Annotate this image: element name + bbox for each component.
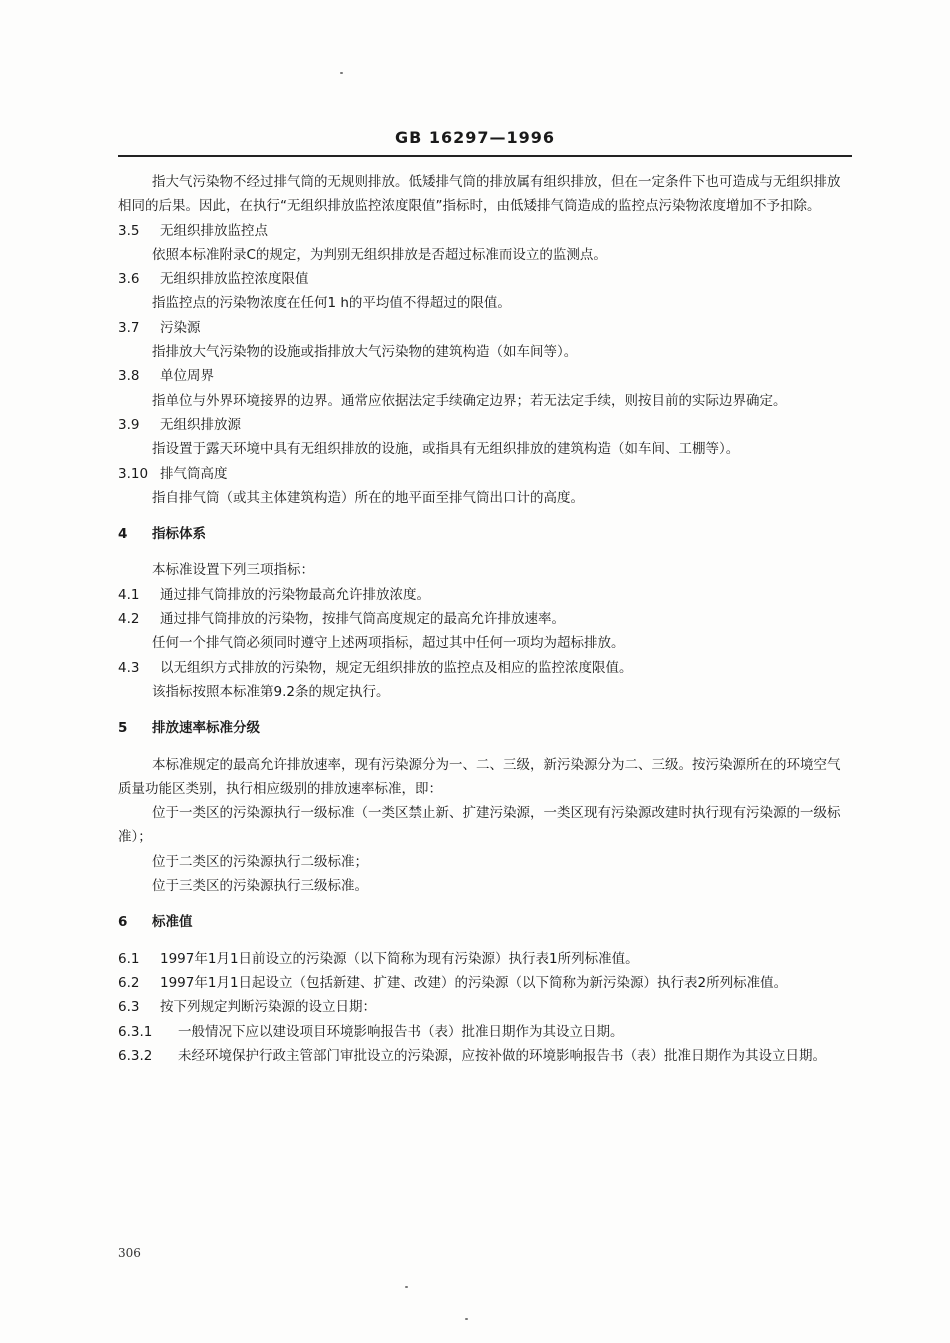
term-3-10	[118, 462, 852, 511]
document-body	[118, 170, 852, 1068]
section-title: 排放速率标准分级	[152, 720, 260, 737]
term-definition: 依照本标准附录C的规定，为判别无组织排放是否超过标准而设立的监测点。	[152, 246, 607, 263]
clause-text: 1997年1月1日前设立的污染源（以下简称为现有污染源）执行表1所列标准值。	[160, 950, 639, 967]
clause-4-1	[118, 583, 852, 607]
standard-number-header: GB 16297—1996	[394, 128, 556, 147]
term-title: 单位周界	[160, 368, 214, 385]
scan-speck	[405, 1286, 408, 1288]
clause-6-3	[118, 995, 852, 1019]
clause-number: 6.1	[118, 950, 140, 967]
section-number: 4	[118, 526, 128, 543]
clause-text: 以无组织方式排放的污染物，规定无组织排放的监控点及相应的监控浓度限值。	[160, 659, 633, 676]
term-title: 无组织排放监控点	[160, 222, 268, 239]
page-number: 306	[118, 1246, 141, 1260]
section-5-paragraph: 本标准规定的最高允许排放速率，现有污染源分为一、二、三级，新污染源分为二、三级。按污染源所在的环境空气质量功能区类别，执行相应级别的排放速率标准，即：	[118, 756, 841, 797]
term-3-7	[118, 316, 852, 365]
clause-text: 未经环境保护行政主管部门审批设立的污染源，应按补做的环境影响报告书（表）批准日期作为其设立日期。	[178, 1047, 826, 1064]
term-number: 3.5	[118, 222, 140, 239]
term-3-6	[118, 267, 852, 316]
clause-4-2	[118, 607, 852, 631]
clause-text: 通过排气筒排放的污染物，按排气筒高度规定的最高允许排放速率。	[160, 611, 565, 628]
term-number: 3.6	[118, 271, 140, 288]
section-number: 6	[118, 914, 128, 931]
clause-text: 1997年1月1日起设立（包括新建、扩建、改建）的污染源（以下简称为新污染源）执行表2所列标准值。	[160, 974, 788, 991]
section-5-paragraph: 位于一类区的污染源执行一级标准（一类区禁止新、扩建污染源，一类区现有污染源改建时执行现有污染源的一级标准）；	[118, 805, 841, 846]
clause-number: 4.3	[118, 659, 140, 676]
clause-number: 4.1	[118, 586, 140, 603]
section-number: 5	[118, 720, 128, 737]
term-definition: 指设置于露天环境中具有无组织排放的设施，或指具有无组织排放的建筑构造（如车间、工棚等）。	[152, 441, 740, 458]
clause-text: 按下列规定判断污染源的设立日期：	[160, 999, 376, 1016]
term-3-5	[118, 219, 852, 268]
term-number: 3.10	[118, 465, 149, 482]
clause-text: 一般情况下应以建设项目环境影响报告书（表）批准日期作为其设立日期。	[178, 1023, 624, 1040]
intro-paragraph: 指大气污染物不经过排气筒的无规则排放。低矮排气筒的排放属有组织排放，但在一定条件下也可造成与无组织排放相同的后果。因此，在执行“无组织排放监控浓度限值”指标时，由低矮排气筒造成的监控点污染物浓度增加不予扣除。	[118, 174, 841, 215]
term-title: 污染源	[160, 319, 201, 336]
clause-text: 通过排气筒排放的污染物最高允许排放浓度。	[160, 586, 430, 603]
clause-4-3	[118, 656, 852, 680]
header-rule	[118, 155, 852, 157]
term-definition: 指排放大气污染物的设施或指排放大气污染物的建筑构造（如车间等）。	[152, 344, 578, 361]
term-3-9	[118, 413, 852, 462]
clause-4-2-note: 任何一个排气筒必须同时遵守上述两项指标，超过其中任何一项均为超标排放。	[152, 635, 625, 652]
scan-speck	[465, 1318, 468, 1320]
term-title: 排气筒高度	[160, 465, 228, 482]
section-title: 指标体系	[152, 526, 206, 543]
section-4-intro: 本标准设置下列三项指标：	[152, 562, 314, 579]
section-5-paragraph: 位于三类区的污染源执行三级标准。	[152, 878, 368, 895]
scan-speck	[340, 72, 343, 74]
clause-number: 4.2	[118, 611, 140, 628]
term-definition: 指监控点的污染物浓度在任何1 h的平均值不得超过的限值。	[152, 295, 511, 312]
term-number: 3.7	[118, 319, 140, 336]
clause-number: 6.2	[118, 974, 140, 991]
term-number: 3.9	[118, 416, 140, 433]
section-4-heading	[118, 522, 852, 546]
clause-6-3-2	[118, 1044, 852, 1068]
term-definition: 指自排气筒（或其主体建筑构造）所在的地平面至排气筒出口计的高度。	[152, 489, 584, 506]
section-6-heading	[118, 910, 852, 934]
clause-4-3-note: 该指标按照本标准第9.2条的规定执行。	[152, 683, 390, 700]
section-5-paragraph: 位于二类区的污染源执行二级标准；	[152, 853, 368, 870]
term-title: 无组织排放源	[160, 416, 241, 433]
clause-number: 6.3.2	[118, 1047, 153, 1064]
clause-number: 6.3	[118, 999, 140, 1016]
section-5-heading	[118, 716, 852, 740]
clause-number: 6.3.1	[118, 1023, 153, 1040]
clause-6-1	[118, 947, 852, 971]
term-definition: 指单位与外界环境接界的边界。通常应依据法定手续确定边界；若无法定手续，则按目前的实际边界确定。	[152, 392, 787, 409]
clause-6-2	[118, 971, 852, 995]
term-number: 3.8	[118, 368, 140, 385]
term-title: 无组织排放监控浓度限值	[160, 271, 309, 288]
term-3-8	[118, 364, 852, 413]
section-title: 标准值	[152, 914, 193, 931]
clause-6-3-1	[118, 1020, 852, 1044]
